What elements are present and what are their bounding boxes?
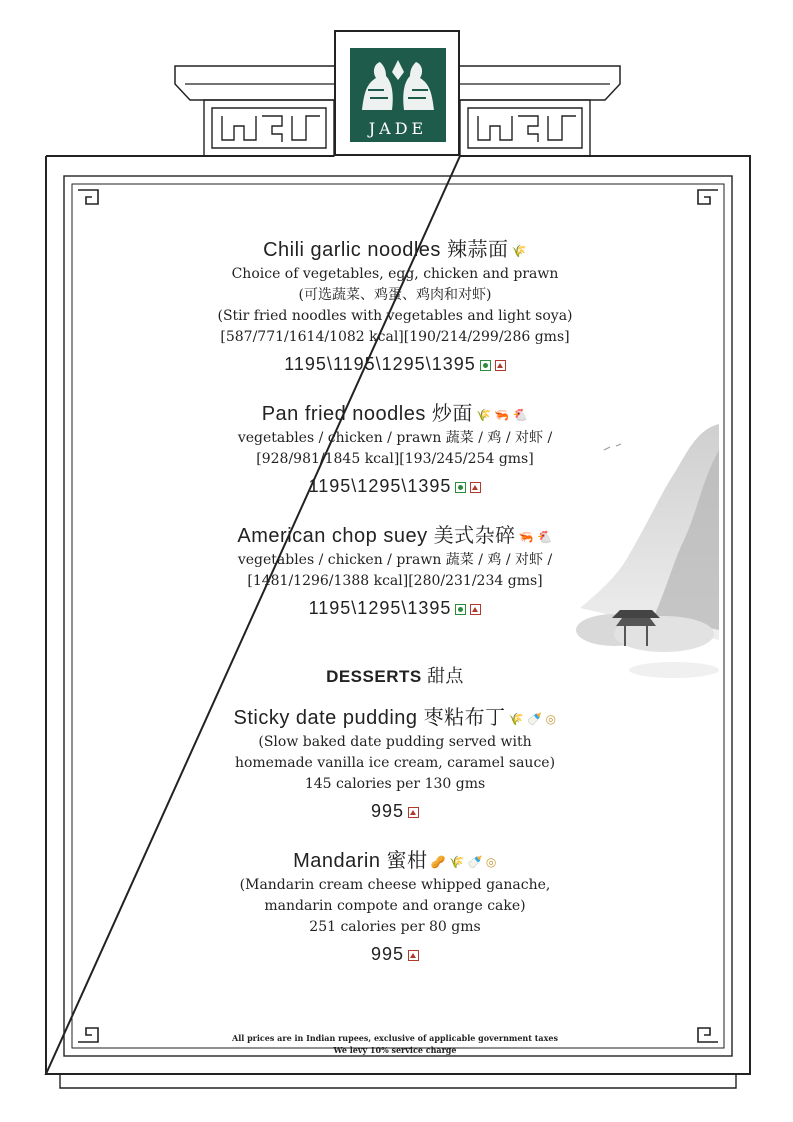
item-price: 1195\1195\1295\1395	[95, 350, 695, 378]
item-description: (Mandarin cream cheese whipped ganache,	[239, 877, 551, 893]
item-description: homemade vanilla ice cream, caramel sauce)	[234, 755, 556, 771]
wheat-icon: 🌾	[475, 407, 492, 422]
menu-item-american-chop-suey	[95, 522, 695, 622]
item-nutrition: [1481/1296/1388 kcal][280/231/234 gms]	[247, 573, 543, 589]
veg-mark-icon	[455, 604, 466, 615]
menu-item-sticky-date-pudding	[95, 704, 695, 825]
nonveg-mark-icon	[495, 360, 506, 371]
menu-content	[95, 236, 695, 990]
item-description: Choice of vegetables, egg, chicken and prawn	[231, 266, 559, 282]
nonveg-mark-icon	[408, 950, 419, 961]
chicken-icon: 🐔	[537, 529, 553, 544]
item-price: 1195\1295\1395	[95, 472, 695, 500]
shrimp-icon: 🦐	[494, 407, 510, 422]
menu-item-pan-fried-noodles	[95, 400, 695, 500]
item-description: mandarin compote and orange cake)	[264, 898, 526, 914]
wheat-icon: 🌾	[511, 243, 527, 258]
item-description: (Stir fried noodles with vegetables and light soya)	[217, 308, 573, 324]
item-description: (Slow baked date pudding served with	[258, 734, 532, 750]
jade-logo	[334, 30, 460, 156]
item-nutrition: [928/981/1845 kcal][193/245/254 gms]	[256, 451, 534, 467]
item-description: vegetables / chicken / prawn 蔬菜 / 鸡 / 对虾 /	[237, 552, 553, 568]
egg-icon: ◎	[485, 854, 497, 869]
menu-item-mandarin	[95, 847, 695, 968]
veg-mark-icon	[455, 482, 466, 493]
item-price: 1195\1295\1395	[95, 594, 695, 622]
milk-icon: 🍼	[467, 854, 483, 869]
chicken-icon: 🐔	[512, 407, 529, 422]
item-nutrition: 145 calories per 130 gms	[304, 776, 486, 792]
item-title: Chili garlic noodles 辣蒜面 🌾	[263, 239, 527, 261]
twin-lions-icon	[356, 54, 440, 114]
wheat-icon: 🌾	[449, 854, 465, 869]
item-title: American chop suey 美式杂碎 🦐 🐔	[237, 525, 553, 547]
footer-line-service-charge: We levy 10% service charge	[333, 1045, 457, 1055]
footer-note	[150, 1032, 640, 1056]
item-nutrition: [587/771/1614/1082 kcal][190/214/299/286 gms]	[220, 329, 570, 345]
nonveg-mark-icon	[408, 807, 419, 818]
veg-mark-icon	[480, 360, 491, 371]
milk-icon: 🍼	[527, 711, 543, 726]
item-nutrition: 251 calories per 80 gms	[309, 919, 481, 935]
item-title: Mandarin 蜜柑 🥜 🌾 🍼 ◎	[293, 850, 497, 872]
item-description: vegetables / chicken / prawn 蔬菜 / 鸡 / 对虾 /	[237, 430, 553, 446]
wheat-icon: 🌾	[508, 711, 525, 726]
nut-icon: 🥜	[430, 854, 446, 869]
brand-name: JADE	[368, 119, 428, 138]
shrimp-icon: 🦐	[518, 529, 535, 544]
item-description-zh: (可选蔬菜、鸡蛋、鸡肉和对虾)	[298, 287, 492, 303]
item-price: 995	[95, 797, 695, 825]
nonveg-mark-icon	[470, 482, 481, 493]
item-title: Sticky date pudding 枣粘布丁 🌾 🍼 ◎	[233, 707, 557, 729]
logo-badge	[350, 48, 446, 142]
footer-line-taxes: All prices are in Indian rupees, exclusive of applicable government taxes	[232, 1033, 558, 1043]
menu-item-chili-garlic-noodles	[95, 236, 695, 378]
nonveg-mark-icon	[470, 604, 481, 615]
section-heading-desserts: DESSERTS 甜点	[326, 666, 464, 686]
item-title: Pan fried noodles 炒面 🌾 🦐 🐔	[261, 403, 529, 425]
item-price: 995	[95, 940, 695, 968]
egg-icon: ◎	[545, 711, 557, 726]
